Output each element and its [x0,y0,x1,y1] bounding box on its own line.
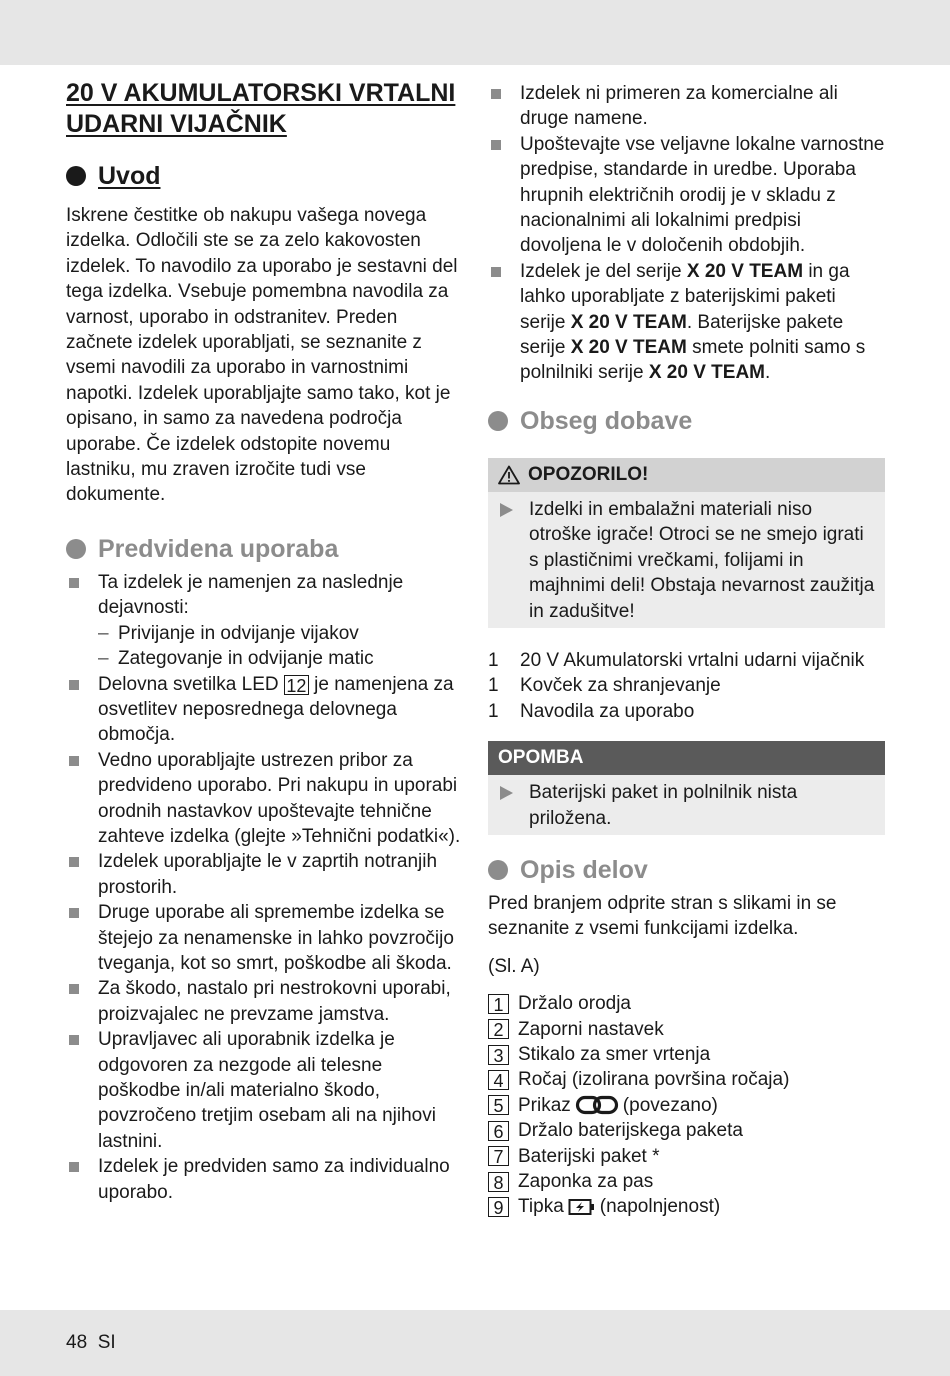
note-header: OPOMBA [488,741,885,775]
right-column [488,81,885,1220]
list-item: Druge uporabe ali spremembe izdelka se štejejo za nenamenske in lahko povzročijo tveganja, kot so smrt, poškodbe ali škoda. [66,900,462,976]
part-number: 4 [488,1070,509,1090]
list-item: 3 Stikalo za smer vrtenja [488,1042,885,1067]
list-item: 1 Držalo orodja [488,991,885,1016]
list-item: 8 Zaponka za pas [488,1169,885,1194]
warning-box [488,458,885,628]
warning-triangle-icon [498,465,520,485]
part-number: 5 [488,1095,509,1115]
warning-text: Izdelki in embalažni materiali niso otroške igrače! Otroci se ne smejo igrati s plastičnimi vrečkami, folijami in majhnimi deli! Obstaja nevarnost zaužitja in zadušitve! [498,497,875,628]
list-item: 1 Navodila za uporabo [488,700,695,722]
series-name: X 20 V TEAM [570,337,687,359]
section-intended-use-heading: Predvidena uporaba [66,534,462,564]
note-box [488,741,885,835]
bullet-dot-icon [66,539,86,559]
document-title: 20 V AKUMULATORSKI VRTALNI UDARNI VIJAČNIK [66,79,456,138]
list-item: Upoštevajte vse veljavne lokalne varnostne predpise, standarde in uredbe. Uporaba hrupnih električnih orodij je v skladu z nacionalnimi ali lokalnimi predpisi dovoljena le v določenih obdobjih. [488,132,885,259]
list-item: Upravljavec ali uporabnik izdelka je odgovoren za nezgode ali telesne poškodbe in/ali materialno škodo, povzročeno tretjim osebam ali na njihovi lastnini. [66,1027,462,1154]
part-number: 3 [488,1045,509,1065]
list-item: 1 20 V Akumulatorski vrtalni udarni vijačnik [488,649,865,671]
list-item: 4 Ročaj (izolirana površina ročaja) [488,1067,885,1092]
bullet-dot-icon [488,411,508,431]
list-item: 9 Tipka (napolnjenost) [488,1194,885,1219]
delivery-list [488,648,885,724]
link-icon [575,1094,619,1116]
part-number: 6 [488,1121,509,1141]
part-number: 2 [488,1019,509,1039]
intended-use-list-continued [488,81,885,386]
intended-use-list [66,570,462,1205]
list-item: Delovna svetilka LED 12 je namenjena za osvetlitev neposrednega delovnega območja. [66,672,462,748]
sub-list-item: – Zategovanje in odvijanje matic [98,646,462,671]
page-number: 48 SI [66,1332,116,1353]
parts-intro: Pred branjem odprite stran s slikami in se seznanite z vsemi funkcijami izdelka. [488,892,837,940]
list-item: 7 Baterijski paket * [488,1144,885,1169]
left-column [66,78,462,1205]
list-item: 6 Držalo baterijskega paketa [488,1118,885,1143]
series-name: X 20 V TEAM [648,362,765,384]
series-name: X 20 V TEAM [570,311,687,333]
part-number: 7 [488,1146,509,1166]
list-item: 1 Kovček za shranjevanje [488,675,721,697]
note-text: Baterijski paket in polnilnik nista priložena. [498,780,875,835]
list-item: Ta izdelek je namenjen za naslednje dejavnosti: – Privijanje in odvijanje vijakov – Zategovanje in odvijanje matic [66,570,462,672]
part-number: 9 [488,1197,509,1217]
section-parts-heading: Opis delov [488,855,885,885]
sub-list [98,621,462,672]
list-item: 2 Zaporni nastavek [488,1017,885,1042]
part-reference: 12 [284,675,309,695]
section-intro-heading: Uvod [66,161,462,191]
bullet-dot-icon [488,860,508,880]
language-code: SI [97,1332,116,1353]
parts-list [488,991,885,1220]
list-item: Za škodo, nastalo pri nestrokovni uporabi, proizvajalec ne prevzame jamstva. [66,976,462,1027]
part-number: 8 [488,1172,509,1192]
series-name: X 20 V TEAM [686,260,804,282]
warning-header: OPOZORILO! [488,458,885,492]
figure-reference: (Sl. A) [488,955,540,977]
list-item: 5 Prikaz (povezano) [488,1093,885,1118]
list-item: Izdelek je del serije X 20 V TEAM in ga lahko uporabljate z baterijskimi paketi serije X 20 V TEAM. Baterijske pakete serije X 20 V TEAM smete polniti samo s polnilniki serije X 20 V TEAM. [488,259,885,386]
battery-charge-icon [568,1197,596,1217]
part-number: 1 [488,994,509,1014]
list-item: Vedno uporabljajte ustrezen pribor za predvideno uporabo. Pri nakupu in uporabi orodnih nastavkov upoštevajte tehnične zahteve izdelka (glejte »Tehnični podatki«). [66,748,462,850]
list-item: Izdelek ni primeren za komercialne ali druge namene. [488,81,885,132]
list-item: Izdelek je predviden samo za individualno uporabo. [66,1154,462,1205]
top-bar [0,0,950,65]
intro-text: Iskrene čestitke ob nakupu vašega novega izdelka. Odločili ste se za zelo kakovosten izdelek. To navodilo za uporabo je sestavni del tega izdelka. Vsebuje pomembna navodila za varnost, uporabo in odstranitev. Preden začnete izdelek uporabljati, se seznanite z vsemi navodili za uporabo in varnostnimi napotki. Izdelek uporabljajte samo tako, kot je opisano, in samo za navedena področja uporabe. Če izdelek odstopite novemu lastniku, mu zraven izročite tudi vse dokumente. [66,205,458,506]
footer-bar [0,1310,950,1376]
list-item: Izdelek uporabljajte le v zaprtih notranjih prostorih. [66,849,462,900]
bullet-dot-icon [66,166,86,186]
section-scope-heading: Obseg dobave [488,406,885,436]
sub-list-item: – Privijanje in odvijanje vijakov [98,621,462,646]
